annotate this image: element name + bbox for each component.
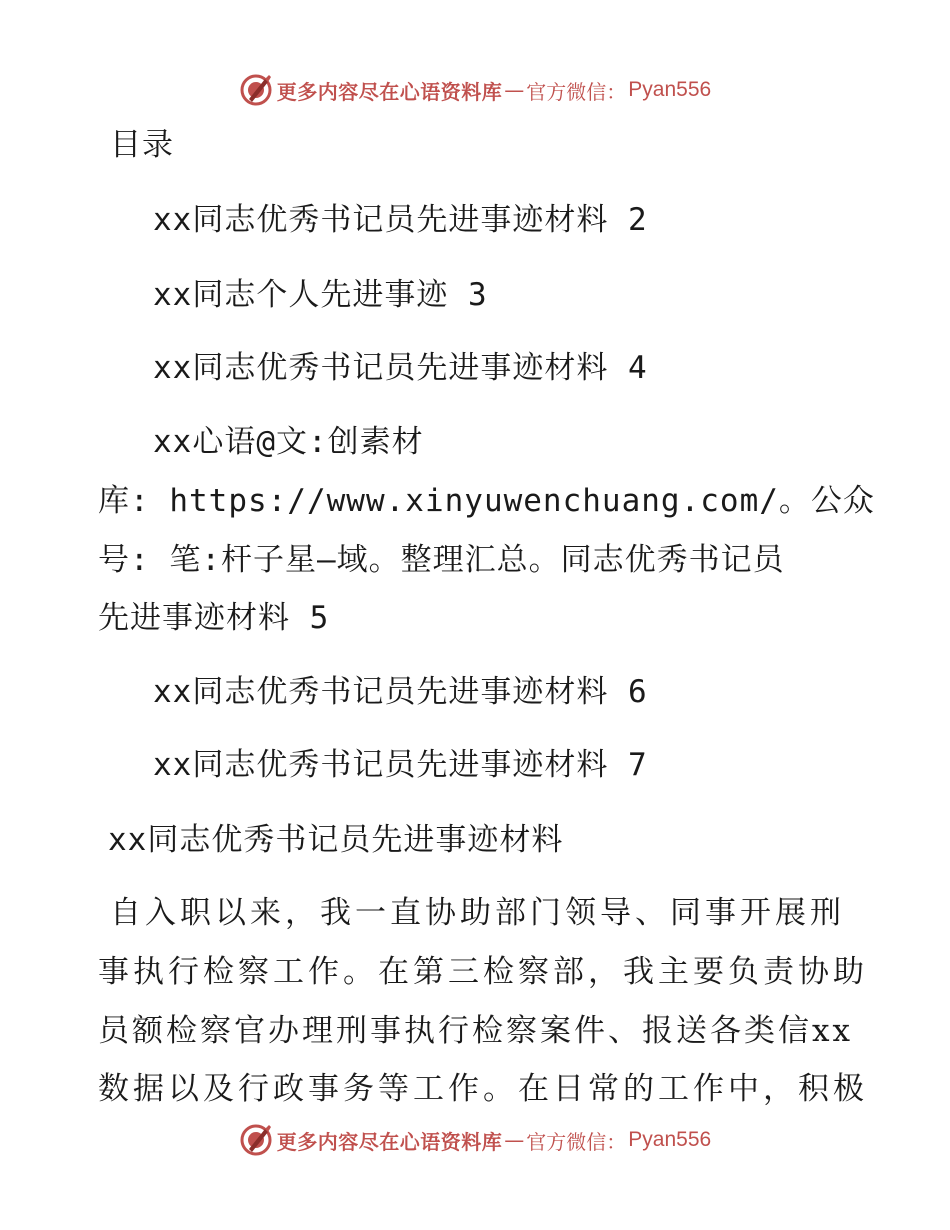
banner-wechat-label: 官方微信： — [526, 79, 627, 104]
banner-separator: — — [504, 1128, 525, 1152]
toc-entry[interactable]: xx同志优秀书记员先进事迹材料 7 — [153, 747, 648, 783]
pen-logo-icon — [239, 73, 273, 107]
article-body-line: 事执行检察工作。在第三检察部，我主要负责协助 — [98, 954, 868, 990]
banner-separator: — — [504, 78, 525, 102]
banner-wechat-label: 官方微信： — [526, 1129, 627, 1154]
toc-entry-line[interactable]: 号: 笔:杆子星—域。整理汇总。同志优秀书记员 — [98, 542, 785, 578]
article-heading: xx同志优秀书记员先进事迹材料 — [108, 822, 564, 858]
banner-text: 更多内容尽在心语资料库 — [276, 79, 503, 104]
toc-entry[interactable]: xx同志优秀书记员先进事迹材料 6 — [153, 674, 648, 710]
header-banner — [0, 70, 950, 110]
banner-wechat-id: Pyan556 — [628, 1128, 712, 1151]
footer-banner — [0, 1120, 950, 1160]
banner-text: 更多内容尽在心语资料库 — [276, 1129, 503, 1154]
article-body-line: 员额检察官办理刑事执行检察案件、报送各类信xx — [98, 1013, 853, 1049]
article-body-line: 自入职以来，我一直协助部门领导、同事开展刑 — [110, 895, 845, 931]
banner-wechat-id: Pyan556 — [628, 78, 712, 101]
pen-logo-icon — [239, 1123, 273, 1157]
toc-entry[interactable]: xx同志个人先进事迹 3 — [153, 277, 488, 313]
article-body-line: 数据以及行政事务等工作。在日常的工作中，积极 — [98, 1071, 868, 1107]
toc-entry-line[interactable]: 库: https://www.xinyuwenchuang.com/。公众 — [98, 483, 875, 519]
toc-entry[interactable]: xx同志优秀书记员先进事迹材料 2 — [153, 202, 648, 238]
toc-title: 目录 — [110, 127, 174, 163]
toc-entry[interactable]: xx同志优秀书记员先进事迹材料 4 — [153, 350, 648, 386]
toc-entry-line[interactable]: xx心语@文:创素材 — [153, 424, 424, 460]
toc-entry-line[interactable]: 先进事迹材料 5 — [98, 600, 330, 636]
